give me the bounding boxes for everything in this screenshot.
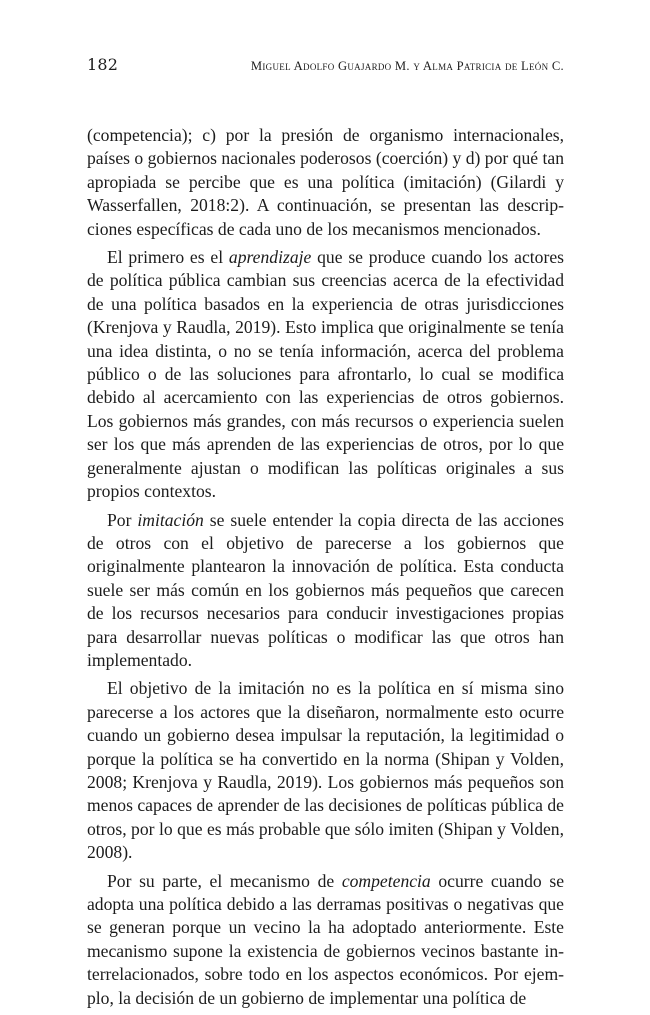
- term-imitacion: imitación: [137, 509, 204, 530]
- page-header: [87, 55, 564, 74]
- running-head-authors: Miguel Adolfo Guajardo M. y Alma Patricia de León C.: [250, 59, 564, 73]
- term-competencia: competencia: [341, 870, 431, 891]
- body-text: [87, 124, 564, 1015]
- paragraph-competencia: Por su parte, el mecanismo de competencia ocurre cuando se adopta una política debido a las derramas positivas o negativas que se generan porque un vecino la ha adoptado anteriormente. Este mecanismo supone la existencia de gobiernos vecinos bastante interrelacionados, sobre todo en los aspectos económicos. Por ejemplo, la decisión de un gobierno de implementar una política de: [87, 870, 564, 1008]
- paragraph-continuation: (competencia); c) por la presión de organismo internacionales, países o gobiernos nacionales poderosos (coerción) y d) por qué tan apropiada se percibe que es una política (imitación) (Gilardi y Wasserfallen, 2018:2). A continuación, se presentan las descripciones específicas de cada uno de los mecanismos mencionados.: [87, 125, 564, 239]
- paragraph-imitacion: Por imitación se suele entender la copia directa de las acciones de otros con el objetivo de parecerse a los gobiernos que originalmente plantearon la innovación de política. Esta conducta suele ser más común en los gobiernos más pequeños que carecen de los recursos necesarios para conducir investigaciones propias para desarrollar nuevas políticas o modificar las que otros han implementado.: [87, 509, 564, 670]
- page-number: 182: [87, 55, 119, 74]
- paragraph-aprendizaje: El primero es el aprendizaje que se produce cuando los actores de política pública cambian sus creencias acerca de la efectividad de una política basados en la experiencia de otras jurisdicciones (Krenjova y Raudla, 2019). Esto implica que originalmente se tenía una idea distinta, o no se tenía información, acerca del problema público o de las soluciones para afrontarlo, lo cual se modifica debido al acercamiento con las experiencias de otros gobiernos. Los gobiernos más grandes, con más recursos o experiencia suelen ser los que más aprenden de las experiencias de otros, por lo que generalmente ajustan o modifican las políticas originales a sus propios contextos.: [87, 247, 564, 502]
- paragraph-objetivo-imitacion: El objetivo de la imitación no es la política en sí misma sino parecerse a los actores que la diseñaron, normalmente esto ocurre cuando un gobierno desea impulsar la reputación, la legitimidad o porque la política se ha convertido en la norma (Shipan y Volden, 2008; Krenjova y Raudla, 2019). Los gobiernos más pequeños son menos capaces de aprender de las decisiones de políticas pública de otros, por lo que es más probable que sólo imiten (Shipan y Volden, 2008).: [87, 678, 564, 863]
- term-aprendizaje: aprendizaje: [228, 247, 312, 268]
